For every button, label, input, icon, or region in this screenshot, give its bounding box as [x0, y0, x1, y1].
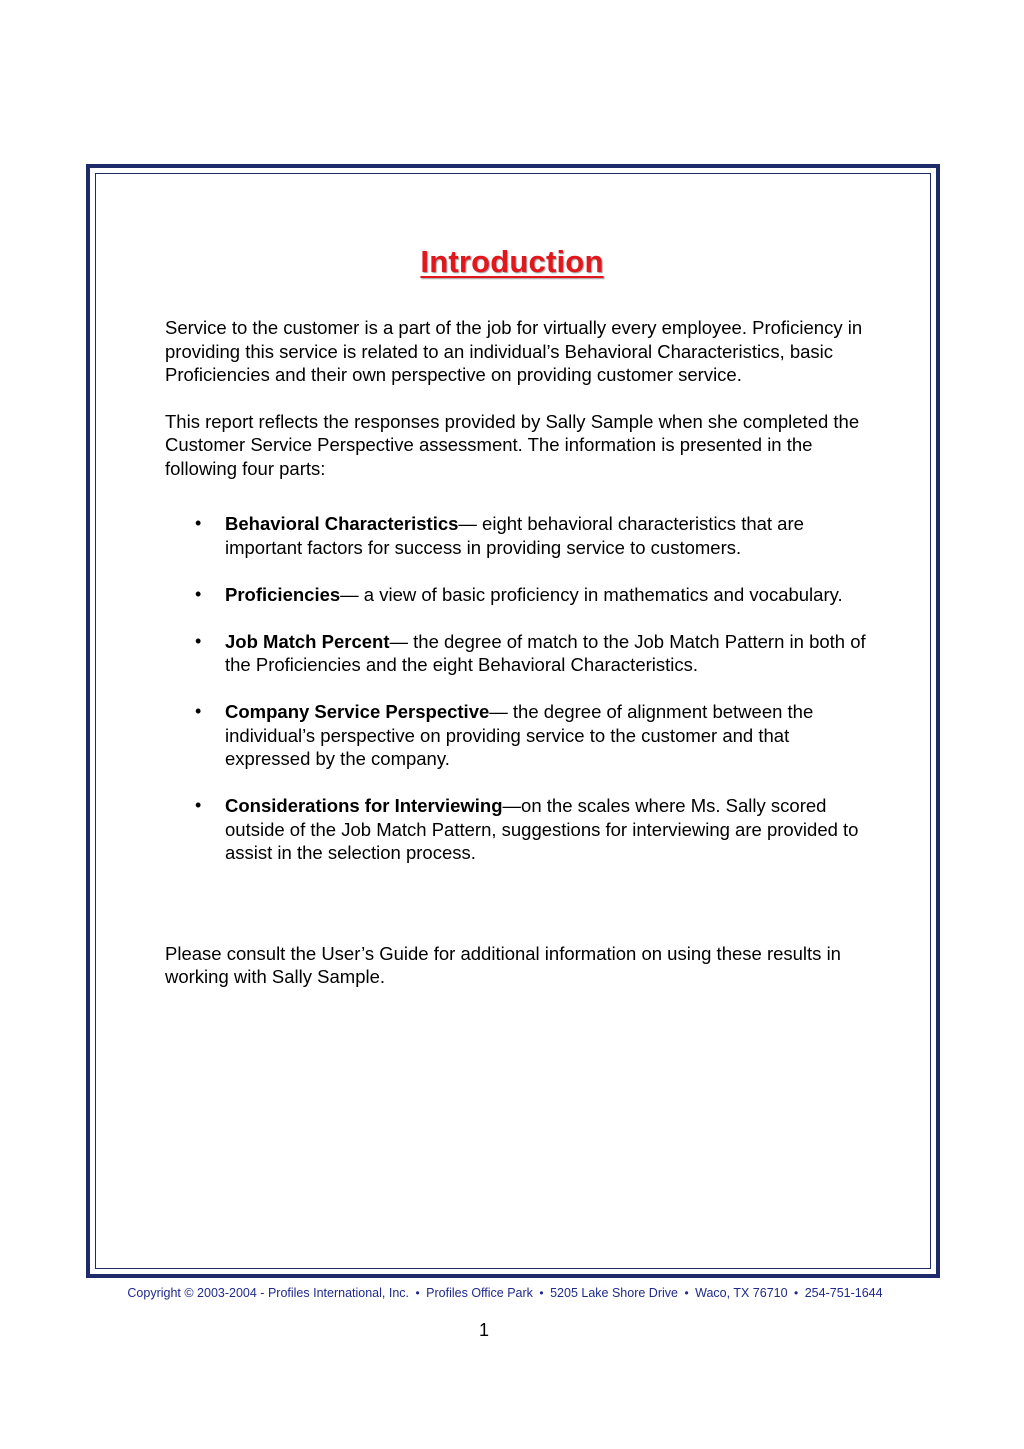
page-number: 1 [478, 1320, 489, 1340]
part-term: Proficiencies [225, 583, 341, 605]
part-term: Job Match Percent [225, 630, 390, 652]
part-description: — a view of basic proficiency in mathematics and vocabulary. [340, 583, 843, 605]
footer-separator-icon: • [794, 1286, 799, 1300]
list-item-job-match-percent [165, 630, 870, 677]
closing-paragraph: Please consult the User’s Guide for additional information on using these results in working with Sally Sample. [165, 942, 841, 987]
report-paragraph: This report reflects the responses provided by Sally Sample when she completed the Customer Service Perspective assessment. The information is presented in the following four parts: [165, 410, 860, 479]
part-term: Considerations for Interviewing [225, 795, 503, 816]
list-item-considerations-for-interviewing [165, 794, 870, 865]
footer-city: Waco, TX 76710 [695, 1286, 788, 1300]
footer-copyright [0, 1286, 1010, 1300]
list-item-proficiencies [165, 583, 870, 607]
part-description: — the degree of match to the Job Match Pattern in both of the Proficiencies and the eight Behavioral Characteristics. [225, 630, 866, 675]
footer-address-line1: Profiles Office Park [426, 1286, 533, 1300]
main-content [165, 316, 870, 989]
footer-separator-icon: • [415, 1286, 420, 1300]
intro-paragraph: Service to the customer is a part of the job for virtually every employee. Proficiency in providing this service is related to an individual’s Behavioral Characteristics, basic Proficiencies and their own perspective on providing customer service. [165, 317, 863, 385]
part-term: Behavioral Characteristics [225, 513, 459, 534]
parts-list [165, 512, 870, 865]
footer-separator-icon: • [539, 1286, 544, 1300]
bullet-icon: • [195, 583, 202, 604]
part-description: —on the scales where Ms. Sally scored outside of the Job Match Pattern, suggestions for interviewing are provided to assist in the selection process. [225, 795, 859, 863]
footer-separator-icon: • [684, 1286, 689, 1300]
part-term: Company Service Perspective [225, 701, 490, 722]
bullet-icon: • [195, 513, 202, 533]
part-description: — the degree of alignment between the individual’s perspective on providing service to the customer and that expressed by the company. [225, 701, 814, 769]
footer-address-line2: 5205 Lake Shore Drive [550, 1286, 678, 1300]
bullet-icon: • [195, 701, 202, 721]
bullet-icon: • [195, 795, 202, 815]
page-title: Introduction [420, 244, 604, 279]
footer-phone: 254-751-1644 [804, 1286, 883, 1300]
list-item-company-service-perspective [165, 700, 870, 771]
list-item-behavioral-characteristics [165, 512, 870, 559]
footer-copyright-text: Copyright © 2003-2004 - Profiles International, Inc. [127, 1286, 409, 1300]
bullet-icon: • [195, 630, 202, 651]
part-description: — eight behavioral characteristics that are important factors for success in providing service to customers. [225, 513, 804, 558]
